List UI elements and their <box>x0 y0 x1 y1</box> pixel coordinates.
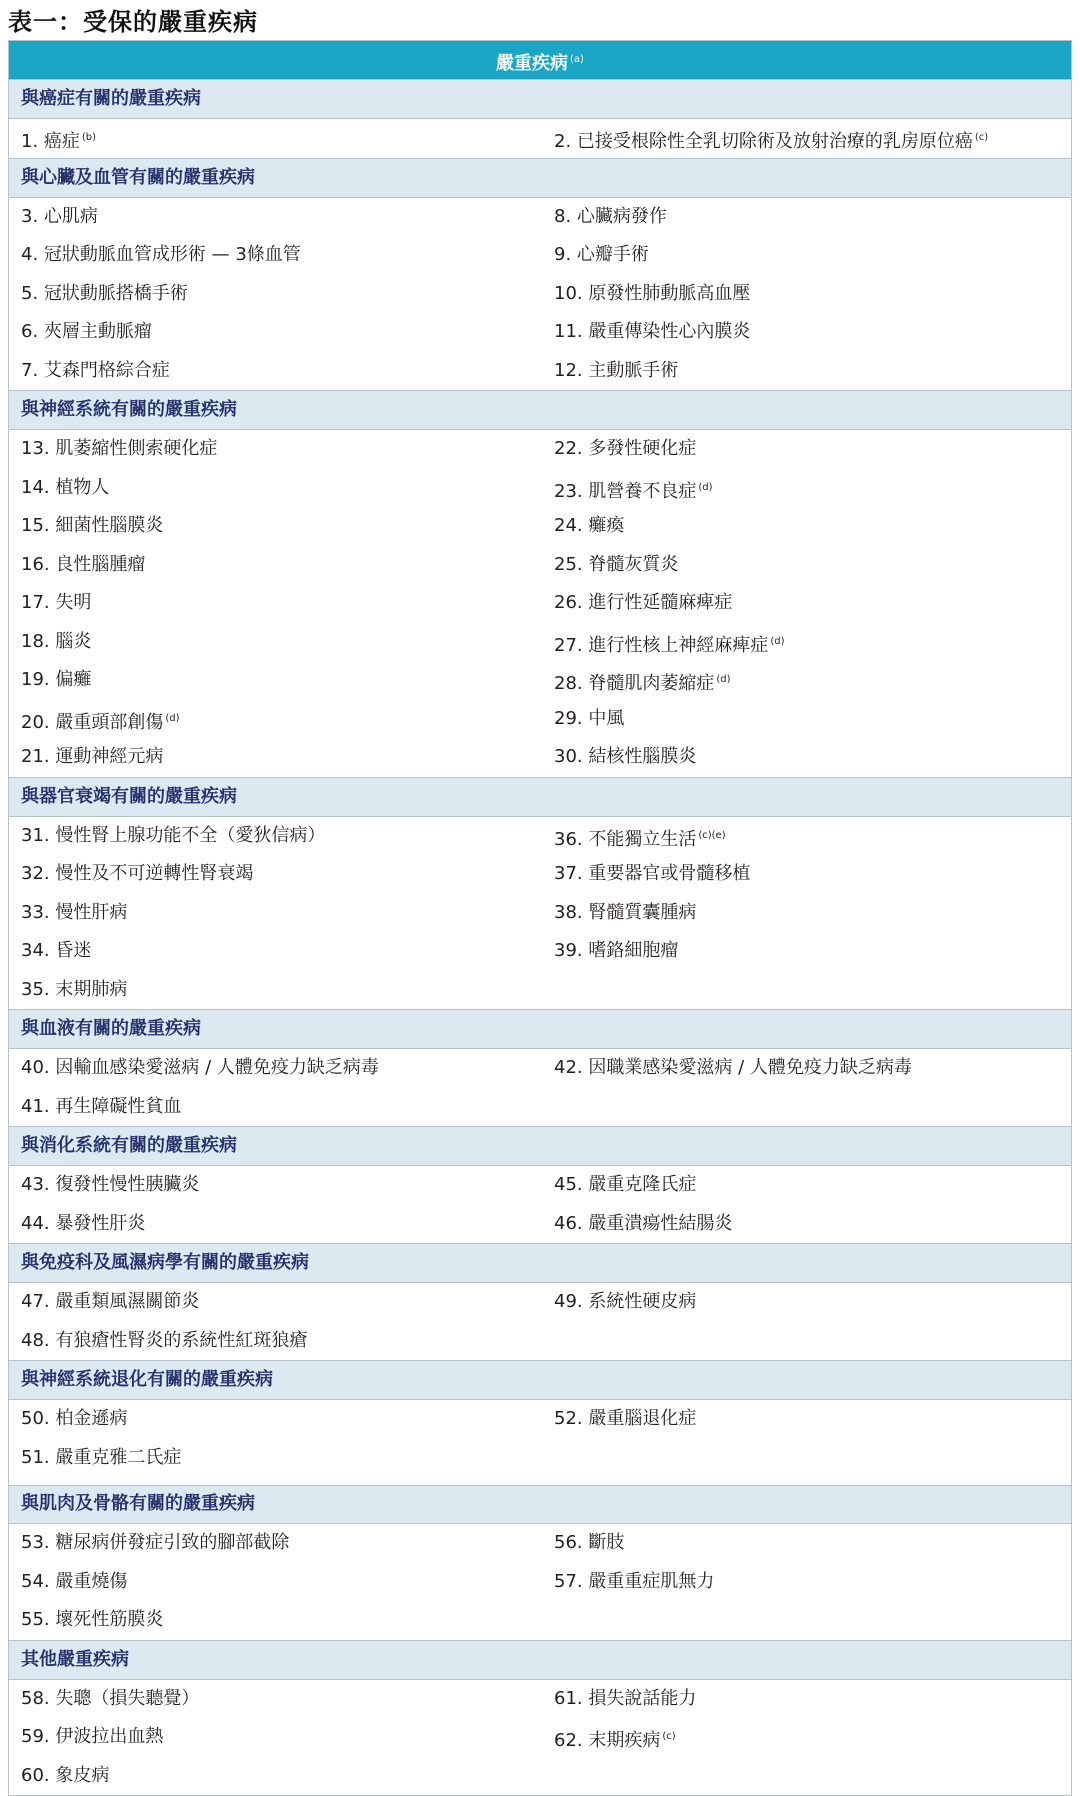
illness-name: 因輸血感染愛滋病 / 人體免疫力缺乏病毒 <box>55 1057 379 1078</box>
illness-number: 47. <box>21 1291 56 1312</box>
footnote-ref: (c)(e) <box>698 829 726 841</box>
illness-number: 53. <box>21 1532 56 1553</box>
illness-item <box>540 313 1071 352</box>
table-row <box>9 1718 1071 1757</box>
section-body <box>9 1048 1071 1126</box>
illness-number: 14. <box>21 476 56 498</box>
illness-item <box>540 1563 1071 1602</box>
illness-number: 30. <box>554 746 589 767</box>
illness-number: 15. <box>21 515 56 536</box>
illness-number: 52. <box>554 1408 589 1429</box>
illness-item <box>540 1718 1071 1757</box>
illness-item <box>9 932 540 971</box>
illness-item <box>540 623 1071 662</box>
illness-name: 中風 <box>588 707 625 729</box>
footnote-ref: (b) <box>81 132 97 143</box>
illness-item <box>540 1524 1071 1563</box>
illness-name: 結核性腦膜炎 <box>588 746 697 767</box>
illness-item <box>9 1283 540 1322</box>
table-row <box>9 1088 1071 1127</box>
illness-number: 31. <box>21 824 56 846</box>
illness-name: 慢性腎上腺功能不全（愛狄信病） <box>55 824 326 846</box>
table-row <box>9 1322 1071 1361</box>
illness-name: 細菌性腦膜炎 <box>55 515 164 536</box>
illness-item <box>540 1166 1071 1205</box>
illness-number: 23. <box>554 480 589 502</box>
illness-number: 55. <box>21 1609 56 1630</box>
section-heading: 與心臟及血管有關的嚴重疾病 <box>9 158 1071 197</box>
illness-name: 原發性肺動脈高血壓 <box>588 282 751 304</box>
illness-name: 進行性核上神經麻痺症 <box>588 634 769 656</box>
section-heading: 與消化系統有關的嚴重疾病 <box>9 1126 1071 1165</box>
table-row <box>9 738 1071 777</box>
table-row <box>9 1205 1071 1244</box>
section-body <box>9 429 1071 777</box>
table-row <box>9 275 1071 314</box>
table-row <box>9 1400 1071 1439</box>
table-row <box>9 623 1071 662</box>
illness-number: 49. <box>554 1291 589 1312</box>
page-title: 表一：受保的嚴重疾病 <box>8 8 258 36</box>
illness-number: 8. <box>554 205 577 227</box>
section-heading: 其他嚴重疾病 <box>9 1640 1071 1679</box>
illness-item <box>9 236 540 275</box>
illness-number: 26. <box>554 592 589 613</box>
illness-item <box>9 1166 540 1205</box>
table-header-label: 嚴重疾病 <box>496 53 569 74</box>
table-row <box>9 1524 1071 1563</box>
illness-item <box>9 661 540 700</box>
illness-item <box>9 119 540 158</box>
illness-item <box>9 546 540 585</box>
illness-name: 腎髓質囊腫病 <box>588 901 697 923</box>
illness-name: 冠狀動脈血管成形術 — 3條血管 <box>43 244 301 265</box>
section-body <box>9 118 1071 158</box>
illness-number: 20. <box>21 711 56 733</box>
illness-item <box>9 584 540 623</box>
illness-name: 心臟病發作 <box>576 205 667 227</box>
table-sections <box>9 79 1071 1795</box>
table-row <box>9 236 1071 275</box>
table-header <box>9 41 1071 79</box>
illness-name: 癌症 <box>43 131 80 152</box>
illness-name: 冠狀動脈搭橋手術 <box>43 282 188 304</box>
illness-name: 失明 <box>55 592 92 613</box>
footnote-ref: (d) <box>716 674 731 685</box>
illness-item <box>540 738 1071 777</box>
illness-name: 偏癱 <box>55 669 92 690</box>
illness-name: 復發性慢性胰臟炎 <box>55 1174 200 1195</box>
illness-name: 柏金遜病 <box>55 1408 128 1429</box>
illness-name: 主動脈手術 <box>588 359 679 381</box>
illness-number: 50. <box>21 1408 56 1429</box>
table-row <box>9 1563 1071 1602</box>
illness-item <box>9 430 540 469</box>
illness-number: 59. <box>21 1726 56 1747</box>
table-row <box>9 971 1071 1010</box>
illness-item <box>9 1524 540 1563</box>
table-row <box>9 430 1071 469</box>
illness-name: 艾森門格綜合症 <box>43 359 170 381</box>
table-row <box>9 469 1071 508</box>
footnote-ref: (d) <box>698 481 713 493</box>
illness-item <box>9 1205 540 1244</box>
illness-number: 24. <box>554 515 589 536</box>
illness-number: 16. <box>21 553 56 575</box>
section-heading: 與癌症有關的嚴重疾病 <box>9 79 1071 118</box>
illness-number: 58. <box>21 1687 56 1709</box>
illness-name: 損失說話能力 <box>588 1687 697 1709</box>
illness-name: 嗜鉻細胞瘤 <box>588 940 679 961</box>
illness-number: 44. <box>21 1212 56 1234</box>
illness-item <box>9 738 540 777</box>
illness-name: 癱瘓 <box>588 515 625 536</box>
footnote-ref: (d) <box>165 712 180 724</box>
illness-item <box>9 817 540 856</box>
illness-item <box>540 352 1071 391</box>
illness-number: 4. <box>21 244 44 265</box>
illness-name: 伊波拉出血熱 <box>55 1726 164 1747</box>
illness-name: 失聰（損失聽覺） <box>55 1687 200 1709</box>
illness-name: 末期疾病 <box>588 1730 661 1751</box>
illness-item <box>9 1322 540 1361</box>
illness-number: 39. <box>554 940 589 961</box>
illness-item <box>540 1400 1071 1439</box>
table-row <box>9 1680 1071 1719</box>
illness-name: 嚴重克雅二氏症 <box>55 1446 182 1468</box>
illness-item <box>9 1601 540 1640</box>
table-row <box>9 855 1071 894</box>
section-heading: 與血液有關的嚴重疾病 <box>9 1009 1071 1048</box>
illness-item <box>540 855 1071 894</box>
illness-name: 脊髓灰質炎 <box>588 553 679 575</box>
table-row <box>9 313 1071 352</box>
illness-name: 慢性及不可逆轉性腎衰竭 <box>55 863 254 884</box>
illness-name: 嚴重克隆氏症 <box>588 1174 697 1195</box>
illness-number: 51. <box>21 1446 56 1468</box>
illness-number: 35. <box>21 978 56 1000</box>
illness-name: 暴發性肝炎 <box>55 1212 146 1234</box>
section-body <box>9 1282 1071 1360</box>
table-row <box>9 894 1071 933</box>
illness-number: 21. <box>21 746 56 767</box>
illness-number: 5. <box>21 282 44 304</box>
illness-name: 運動神經元病 <box>55 746 164 767</box>
illness-number: 9. <box>554 244 577 265</box>
illness-item <box>540 198 1071 237</box>
table-row <box>9 1166 1071 1205</box>
illness-item <box>540 700 1071 739</box>
section-heading: 與器官衰竭有關的嚴重疾病 <box>9 777 1071 816</box>
illness-number: 19. <box>21 669 56 690</box>
illness-item <box>9 1718 540 1757</box>
table-row <box>9 507 1071 546</box>
illness-number: 57. <box>554 1570 589 1592</box>
illness-item <box>9 1439 540 1478</box>
illness-item <box>9 1088 540 1127</box>
table-row <box>9 661 1071 700</box>
table-row <box>9 700 1071 739</box>
section-body <box>9 1165 1071 1243</box>
table-header-note: (a) <box>570 54 584 65</box>
illness-item <box>9 1563 540 1602</box>
illness-name: 脊髓肌肉萎縮症 <box>588 673 715 694</box>
illness-number: 29. <box>554 707 589 729</box>
table-row <box>9 584 1071 623</box>
illness-item <box>540 469 1071 508</box>
illness-number: 61. <box>554 1687 589 1709</box>
table-row <box>9 198 1071 237</box>
critical-illness-table <box>8 40 1072 1796</box>
illness-number: 60. <box>21 1764 56 1786</box>
illness-name: 系統性硬皮病 <box>588 1291 697 1312</box>
table-row <box>9 1283 1071 1322</box>
illness-item <box>540 1439 1071 1478</box>
illness-item <box>9 352 540 391</box>
table-row <box>9 1439 1071 1478</box>
illness-number: 22. <box>554 438 589 459</box>
illness-item <box>9 313 540 352</box>
illness-number: 43. <box>21 1174 56 1195</box>
illness-item <box>540 275 1071 314</box>
illness-item <box>540 1601 1071 1640</box>
illness-name: 已接受根除性全乳切除術及放射治療的乳房原位癌 <box>576 131 973 152</box>
illness-number: 45. <box>554 1174 589 1195</box>
section-heading: 與免疫科及風濕病學有關的嚴重疾病 <box>9 1243 1071 1282</box>
illness-number: 36. <box>554 828 589 850</box>
illness-name: 肌萎縮性側索硬化症 <box>55 438 218 459</box>
illness-number: 13. <box>21 438 56 459</box>
illness-name: 肌營養不良症 <box>588 480 697 502</box>
illness-name: 夾層主動脈瘤 <box>43 321 152 342</box>
illness-number: 17. <box>21 592 56 613</box>
illness-item <box>540 1205 1071 1244</box>
table-row <box>9 119 1071 158</box>
illness-number: 25. <box>554 553 589 575</box>
illness-name: 末期肺病 <box>55 978 128 1000</box>
illness-item <box>540 546 1071 585</box>
illness-item <box>540 507 1071 546</box>
illness-name: 有狼瘡性腎炎的系統性紅斑狼瘡 <box>55 1329 308 1351</box>
illness-number: 41. <box>21 1095 56 1117</box>
illness-number: 33. <box>21 901 56 923</box>
illness-name: 昏迷 <box>55 940 92 961</box>
illness-number: 46. <box>554 1212 589 1234</box>
illness-item <box>9 507 540 546</box>
illness-number: 62. <box>554 1730 589 1751</box>
illness-item <box>540 817 1071 856</box>
table-row <box>9 1601 1071 1640</box>
illness-name: 嚴重類風濕關節炎 <box>55 1291 200 1312</box>
illness-item <box>540 1322 1071 1361</box>
illness-item <box>9 1400 540 1439</box>
table-row <box>9 352 1071 391</box>
illness-item <box>9 700 540 739</box>
illness-number: 11. <box>554 321 589 342</box>
illness-number: 1. <box>21 131 44 152</box>
illness-name: 再生障礙性貧血 <box>55 1095 182 1117</box>
illness-number: 32. <box>21 863 56 884</box>
illness-name: 象皮病 <box>55 1764 110 1786</box>
illness-item <box>540 584 1071 623</box>
illness-item <box>540 1088 1071 1127</box>
section-body <box>9 197 1071 391</box>
table-row <box>9 1757 1071 1796</box>
illness-name: 糖尿病併發症引致的腳部截除 <box>55 1532 290 1553</box>
illness-name: 嚴重潰瘍性結腸炎 <box>588 1212 733 1234</box>
illness-item <box>9 894 540 933</box>
illness-name: 嚴重傳染性心內膜炎 <box>588 321 751 342</box>
footnote-ref: (d) <box>770 635 785 647</box>
illness-item <box>540 971 1071 1010</box>
illness-number: 40. <box>21 1057 56 1078</box>
illness-number: 10. <box>554 282 589 304</box>
illness-name: 多發性硬化症 <box>588 438 697 459</box>
illness-number: 38. <box>554 901 589 923</box>
illness-item <box>9 275 540 314</box>
illness-item <box>540 119 1071 158</box>
illness-name: 嚴重腦退化症 <box>588 1408 697 1429</box>
illness-name: 嚴重頭部創傷 <box>55 711 164 733</box>
illness-item <box>540 236 1071 275</box>
illness-item <box>540 430 1071 469</box>
table-row <box>9 1049 1071 1088</box>
section-body <box>9 816 1071 1010</box>
illness-item <box>9 623 540 662</box>
table-row <box>9 932 1071 971</box>
illness-number: 54. <box>21 1570 56 1592</box>
illness-number: 12. <box>554 359 589 381</box>
section-body <box>9 1679 1071 1796</box>
illness-name: 植物人 <box>55 476 110 498</box>
section-body <box>9 1399 1071 1477</box>
illness-item <box>540 661 1071 700</box>
footnote-ref: (c) <box>974 132 989 143</box>
illness-item <box>9 1757 540 1796</box>
illness-item <box>9 1680 540 1719</box>
section-body <box>9 1523 1071 1640</box>
illness-number: 7. <box>21 359 44 381</box>
illness-name: 斷肢 <box>588 1532 625 1553</box>
illness-item <box>9 198 540 237</box>
illness-name: 腦炎 <box>55 630 92 652</box>
illness-number: 27. <box>554 634 589 656</box>
illness-item <box>9 971 540 1010</box>
illness-name: 心肌病 <box>43 205 98 227</box>
illness-item <box>9 469 540 508</box>
illness-number: 18. <box>21 630 56 652</box>
illness-item <box>540 1049 1071 1088</box>
illness-name: 良性腦腫瘤 <box>55 553 146 575</box>
illness-name: 心瓣手術 <box>576 244 649 265</box>
illness-name: 進行性延髓麻痺症 <box>588 592 733 613</box>
illness-number: 37. <box>554 863 589 884</box>
illness-name: 壞死性筋膜炎 <box>55 1609 164 1630</box>
illness-item <box>540 1283 1071 1322</box>
illness-name: 因職業感染愛滋病 / 人體免疫力缺乏病毒 <box>588 1057 912 1078</box>
illness-item <box>540 1757 1071 1796</box>
illness-name: 重要器官或骨髓移植 <box>588 863 751 884</box>
illness-item <box>540 932 1071 971</box>
illness-number: 28. <box>554 673 589 694</box>
illness-number: 34. <box>21 940 56 961</box>
illness-number: 6. <box>21 321 44 342</box>
illness-item <box>9 855 540 894</box>
illness-name: 嚴重燒傷 <box>55 1570 128 1592</box>
illness-name: 慢性肝病 <box>55 901 128 923</box>
illness-number: 2. <box>554 131 577 152</box>
footnote-ref: (c) <box>662 1731 676 1742</box>
section-heading: 與肌肉及骨骼有關的嚴重疾病 <box>9 1477 1071 1523</box>
illness-item <box>9 1049 540 1088</box>
illness-number: 3. <box>21 205 44 227</box>
section-heading: 與神經系統有關的嚴重疾病 <box>9 390 1071 429</box>
illness-name: 嚴重重症肌無力 <box>588 1570 715 1592</box>
section-heading: 與神經系統退化有關的嚴重疾病 <box>9 1360 1071 1399</box>
illness-item <box>540 1680 1071 1719</box>
illness-number: 56. <box>554 1532 589 1553</box>
illness-number: 42. <box>554 1057 589 1078</box>
illness-item <box>540 894 1071 933</box>
illness-name: 不能獨立生活 <box>588 828 697 850</box>
table-row <box>9 546 1071 585</box>
table-row <box>9 817 1071 856</box>
illness-number: 48. <box>21 1329 56 1351</box>
